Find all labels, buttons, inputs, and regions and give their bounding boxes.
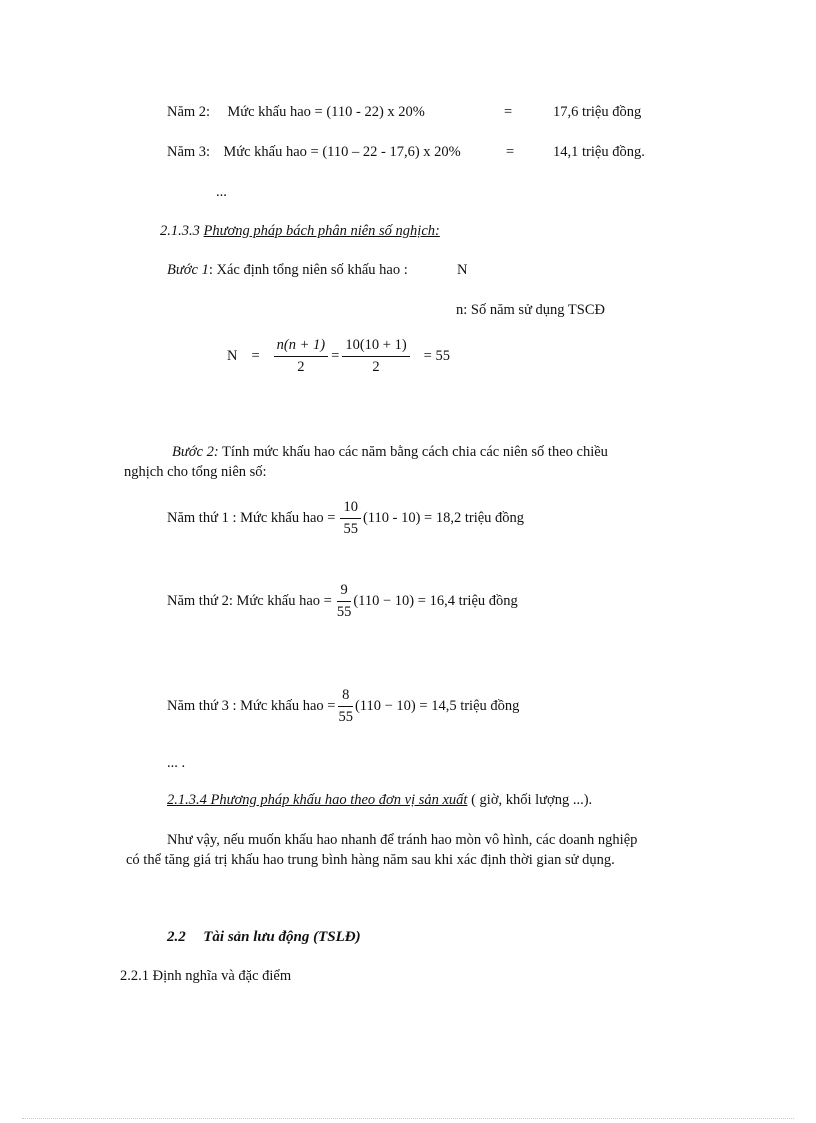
formula-n-fraction-1 [274,338,328,376]
step-2-text-1: Tính mức khấu hao các năm bằng cách chia các niên số theo chiều [218,444,608,460]
year-2-label: Năm 2: [167,104,211,120]
year-2-formula: Mức khấu hao = (110 - 22) x 20% [227,104,425,120]
year-3-formula: Mức khấu hao = (110 – 22 - 17,6) x 20% [223,144,461,160]
section-2-2-number: 2.2 [167,929,186,945]
year-3-result: 14,1 triệu đồng. [553,144,645,160]
year-3-label: Năm 3: [167,144,211,160]
fraction-1-denominator: 2 [297,358,305,375]
fraction-1-numerator: n(n + 1) [274,338,328,357]
step-1-note: n: Số năm sử dụng TSCĐ [456,302,605,318]
fraction-2-numerator: 10(10 + 1) [342,338,409,357]
step-1-line [167,262,408,279]
line-year-2 [167,104,425,121]
depreciation-year-2-numerator: 9 [337,583,352,602]
depreciation-year-1-expression: (110 - 10) = 18,2 triệu đồng [362,510,525,527]
depreciation-year-3-fraction [338,688,353,726]
ellipsis-2: ... . [167,755,186,771]
section-2-1-3-3-heading [160,223,440,240]
depreciation-year-3 [167,688,519,726]
section-2-2-heading [167,929,361,946]
depreciation-year-1 [167,500,524,538]
depreciation-year-2-denominator: 55 [336,603,352,620]
paragraph-line-1: Như vậy, nếu muốn khấu hao nhanh để tránh hao mòn vô hình, các doanh nghiệp [167,832,638,848]
depreciation-year-2-fraction [337,583,352,621]
formula-n-lhs: N [227,348,238,365]
section-2-2-1-heading: 2.2.1 Định nghĩa và đặc điểm [120,968,292,984]
section-2-1-3-4-suffix: ( giờ, khối lượng ...). [467,792,593,808]
depreciation-year-3-numerator: 8 [338,688,353,707]
formula-n [227,338,450,376]
step-2-line-1 [172,444,608,461]
formula-n-eq1: = [251,348,260,365]
depreciation-year-3-label: Năm thứ 3 : Mức khấu hao = [167,698,336,715]
section-2-1-3-3-title: Phương pháp bách phân niên số nghịch: [203,223,440,239]
depreciation-year-3-denominator: 55 [338,708,353,725]
year-2-result: 17,6 triệu đồng [553,104,642,120]
year-3-equals: = [506,144,515,160]
depreciation-year-2-label: Năm thứ 2: Mức khấu hao = [167,593,332,610]
depreciation-year-1-label: Năm thứ 1 : Mức khấu hao = [167,510,336,527]
depreciation-year-1-numerator: 10 [340,500,361,519]
step-2-line-2: nghịch cho tổng niên số: [124,464,267,480]
year-2-equals: = [504,104,513,120]
paragraph-line-2: có thể tăng giá trị khấu hao trung bình hàng năm sau khi xác định thời gian sử dụng. [126,852,615,868]
page-bottom-rule [22,1118,794,1119]
formula-n-result: = 55 [423,348,450,365]
depreciation-year-2 [167,583,518,621]
step-2-label: Bước 2: [172,444,219,460]
section-2-1-3-4-title: 2.1.3.4 Phương pháp khấu hao theo đơn vị sản xuất [167,792,468,808]
fraction-2-denominator: 2 [372,358,380,375]
section-2-1-3-4-heading [167,792,592,809]
depreciation-year-2-expression: (110 − 10) = 16,4 triệu đồng [353,593,518,610]
step-1-text: : Xác định tổng niên số khấu hao : [208,262,408,278]
depreciation-year-1-denominator: 55 [343,520,358,537]
section-2-2-title: Tài sản lưu động (TSLĐ) [203,929,361,945]
line-year-3 [167,144,461,161]
step-1-symbol: N [457,262,468,278]
section-2-1-3-3-number: 2.1.3.3 [160,223,200,239]
depreciation-year-1-fraction [340,500,361,538]
depreciation-year-3-expression: (110 − 10) = 14,5 triệu đồng [354,698,520,715]
formula-n-eq2: = [331,348,340,365]
ellipsis-1: ... [216,184,227,200]
step-1-label: Bước 1 [167,262,209,278]
formula-n-fraction-2 [342,338,409,376]
